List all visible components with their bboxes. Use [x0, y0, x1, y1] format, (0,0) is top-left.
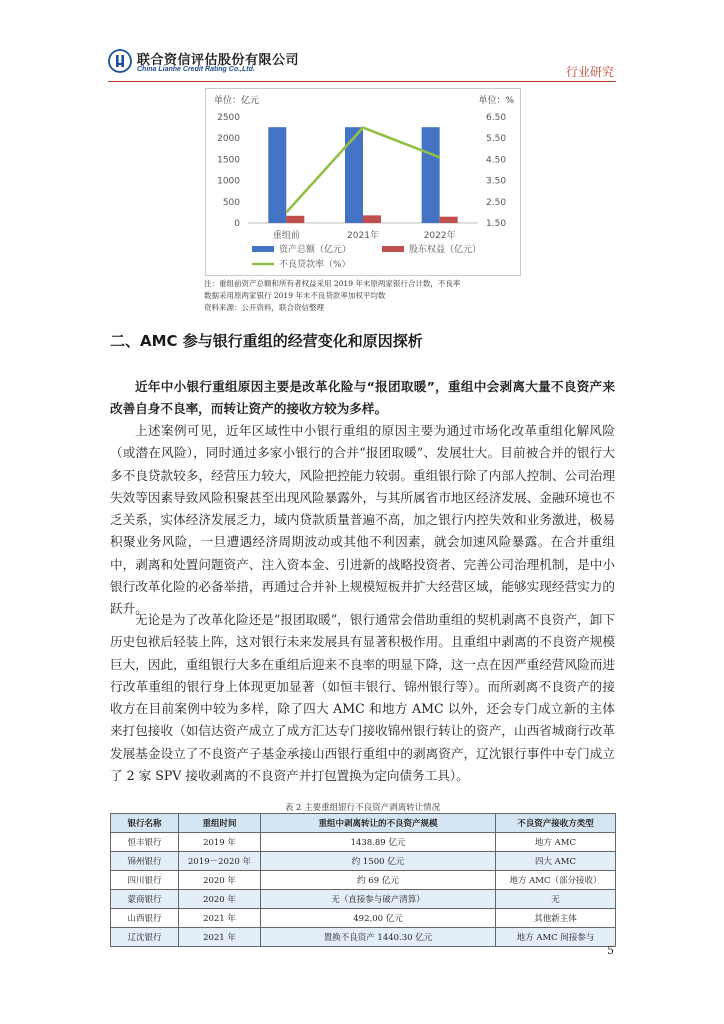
- left-tick-label: 0: [234, 219, 240, 229]
- table-header-cell: 银行名称: [111, 814, 179, 833]
- bar-total-assets: [268, 127, 286, 223]
- right-tick-label: 4.50: [486, 155, 507, 166]
- table-cell: 2019－2020 年: [179, 852, 261, 871]
- left-axis-unit-label: 单位：亿元: [214, 96, 260, 106]
- bar-equity: [363, 215, 381, 223]
- figure-source: 资料来源：公开资料，联合资信整理: [204, 303, 324, 312]
- table-cell: 1438.89 亿元: [261, 833, 496, 852]
- table-header-cell: 不良资产接收方类型: [496, 814, 616, 833]
- page-number: 5: [607, 944, 614, 957]
- table-cell: 无（直接参与破产清算）: [261, 890, 496, 909]
- bar-equity: [286, 216, 304, 223]
- table-cell: 492.00 亿元: [261, 909, 496, 928]
- right-tick-label: 3.50: [486, 176, 507, 187]
- bank-restructuring-chart: [206, 89, 522, 277]
- table-caption: 表 2 主要重组银行不良资产剥离转让情况: [284, 803, 441, 813]
- table-cell: 约 1500 亿元: [261, 852, 496, 871]
- table-row: [111, 852, 616, 871]
- section-title: 二、AMC 参与银行重组的经营变化和原因探析: [110, 332, 423, 350]
- table-cell: 蒙商银行: [111, 890, 179, 909]
- right-tick-label: 2.50: [486, 197, 507, 208]
- right-tick-label: 1.50: [486, 219, 507, 229]
- left-tick-label: 1500: [217, 155, 240, 166]
- right-tick-label: 6.50: [486, 113, 507, 123]
- table-header-cell: 重组时间: [179, 814, 261, 833]
- figure-note-line1: 注：重组前资产总额和所有者权益采用 2019 年末原两家银行合计数，不良率: [204, 279, 461, 288]
- bar-equity: [440, 217, 458, 223]
- chart-frame: [205, 88, 521, 276]
- table-cell: 锦州银行: [111, 852, 179, 871]
- bar-total-assets: [422, 127, 440, 223]
- table-cell: 2021 年: [179, 928, 261, 947]
- table-cell: 四川银行: [111, 871, 179, 890]
- company-name-cn: 联合资信评估股份有限公司: [137, 53, 300, 68]
- company-name-en: China Lianhe Credit Rating Co.,Ltd.: [137, 66, 255, 73]
- table-cell: 2020 年: [179, 871, 261, 890]
- legend-label: 资产总额（亿元）: [279, 245, 352, 255]
- table-cell: 2020 年: [179, 890, 261, 909]
- body-paragraph-2: 无论是为了改革化险还是“报团取暖”，银行通常会借助重组的契机剥离不良资产，卸下历史包袱后轻装上阵，这对银行未来发展具有显著积极作用。且重组中剥离的不良资产规模巨大，因此，重组银行大多在重组后迎来不良率的明显下降，这一点在因严重经营风险而进行改革重组的银行身上体现更加显著（如恒丰银行、锦州银行等）。而所剥离不良资产的接收方在目前案例中较为多样，除了四大 AMC 和地方 AMC 以外，还会专门成立新的主体来打包接收（如信达资产成立了成方汇达专门接收锦州银行转让的资产，山西省城商行改革发展基金设立了不良资产子基金承接山西银行重组中的剥离资产，辽沈银行事件中专门成立了 2 家 SPV 接收剥离的不良资产并打包置换为定向债务工具）。: [110, 612, 615, 784]
- left-tick-label: 2500: [217, 113, 240, 123]
- table-cell: 地方 AMC 间接参与: [496, 928, 616, 947]
- table-cell: 山西银行: [111, 909, 179, 928]
- table-cell: 2021 年: [179, 909, 261, 928]
- category-label: 2022年: [423, 231, 456, 241]
- category-label: 2021年: [347, 231, 379, 241]
- table-cell: 恒丰银行: [111, 833, 179, 852]
- table-row: [111, 928, 616, 947]
- table-cell: 其他新主体: [496, 909, 616, 928]
- table-cell: 四大 AMC: [496, 852, 616, 871]
- legend-swatch: [252, 246, 274, 252]
- right-tick-label: 5.50: [486, 134, 507, 145]
- bank-restructuring-table: [110, 813, 616, 947]
- legend-label: 不良贷款率（%）: [279, 260, 351, 270]
- body-paragraph-1: 上述案例可见，近年区域性中小银行重组的原因主要为通过市场化改革重组化解风险（或潜在风险），同时通过多家小银行的合并“报团取暖”、发展壮大。目前被合并的银行大多不良贷款较多，经营压力较大，风险把控能力较弱。重组银行除了内部人控制、公司治理失效等因素导致风险积聚甚至出现风险暴露外，与其所属省市地区经济发展、金融环境也不乏关系，实体经济发展乏力，域内贷款质量普遍不高，加之银行内控失效和业务激进，极易积聚业务风险，一旦遭遇经济周期波动或其他不利因素，就会加速风险暴露。在合并重组中，剥离和处置问题资产、注入资本金、引进新的战略投资者、完善公司治理机制，是中小银行改革化险的必备举措，再通过合并补上规模短板并扩大经营区域，能够实现经营实力的跃升。: [110, 423, 615, 617]
- legend-swatch: [382, 246, 404, 252]
- left-tick-label: 2000: [217, 134, 240, 145]
- table-cell: 无: [496, 890, 616, 909]
- company-logo-icon: [108, 49, 132, 73]
- legend-label: 股东权益（亿元）: [409, 245, 482, 255]
- left-tick-label: 1000: [217, 176, 240, 187]
- left-tick-label: 500: [222, 197, 240, 208]
- table-header-row: [111, 814, 616, 833]
- table-row: [111, 909, 616, 928]
- header-divider: [108, 81, 616, 82]
- table-cell: 地方 AMC（部分接收）: [496, 871, 616, 890]
- section-tag: 行业研究: [565, 65, 614, 79]
- lead-paragraph: 近年中小银行重组原因主要是改革化险与“报团取暖”，重组中会剥离大量不良资产来改善自身不良率，而转让资产的接收方较为多样。: [110, 379, 615, 417]
- table-row: [111, 833, 616, 852]
- table-header-cell: 重组中剥离转让的不良资产规模: [261, 814, 496, 833]
- table-cell: 辽沈银行: [111, 928, 179, 947]
- table-cell: 2019 年: [179, 833, 261, 852]
- table-cell: 置换不良资产 1440.30 亿元: [261, 928, 496, 947]
- category-label: 重组前: [272, 231, 300, 241]
- table-row: [111, 871, 616, 890]
- table-cell: 地方 AMC: [496, 833, 616, 852]
- bar-total-assets: [345, 127, 363, 223]
- right-axis-unit-label: 单位：%: [478, 96, 514, 106]
- table-row: [111, 890, 616, 909]
- table-cell: 约 69 亿元: [261, 871, 496, 890]
- figure-note-line2: 数据采用原两家银行 2019 年末不良贷款率加权平均数: [204, 291, 386, 300]
